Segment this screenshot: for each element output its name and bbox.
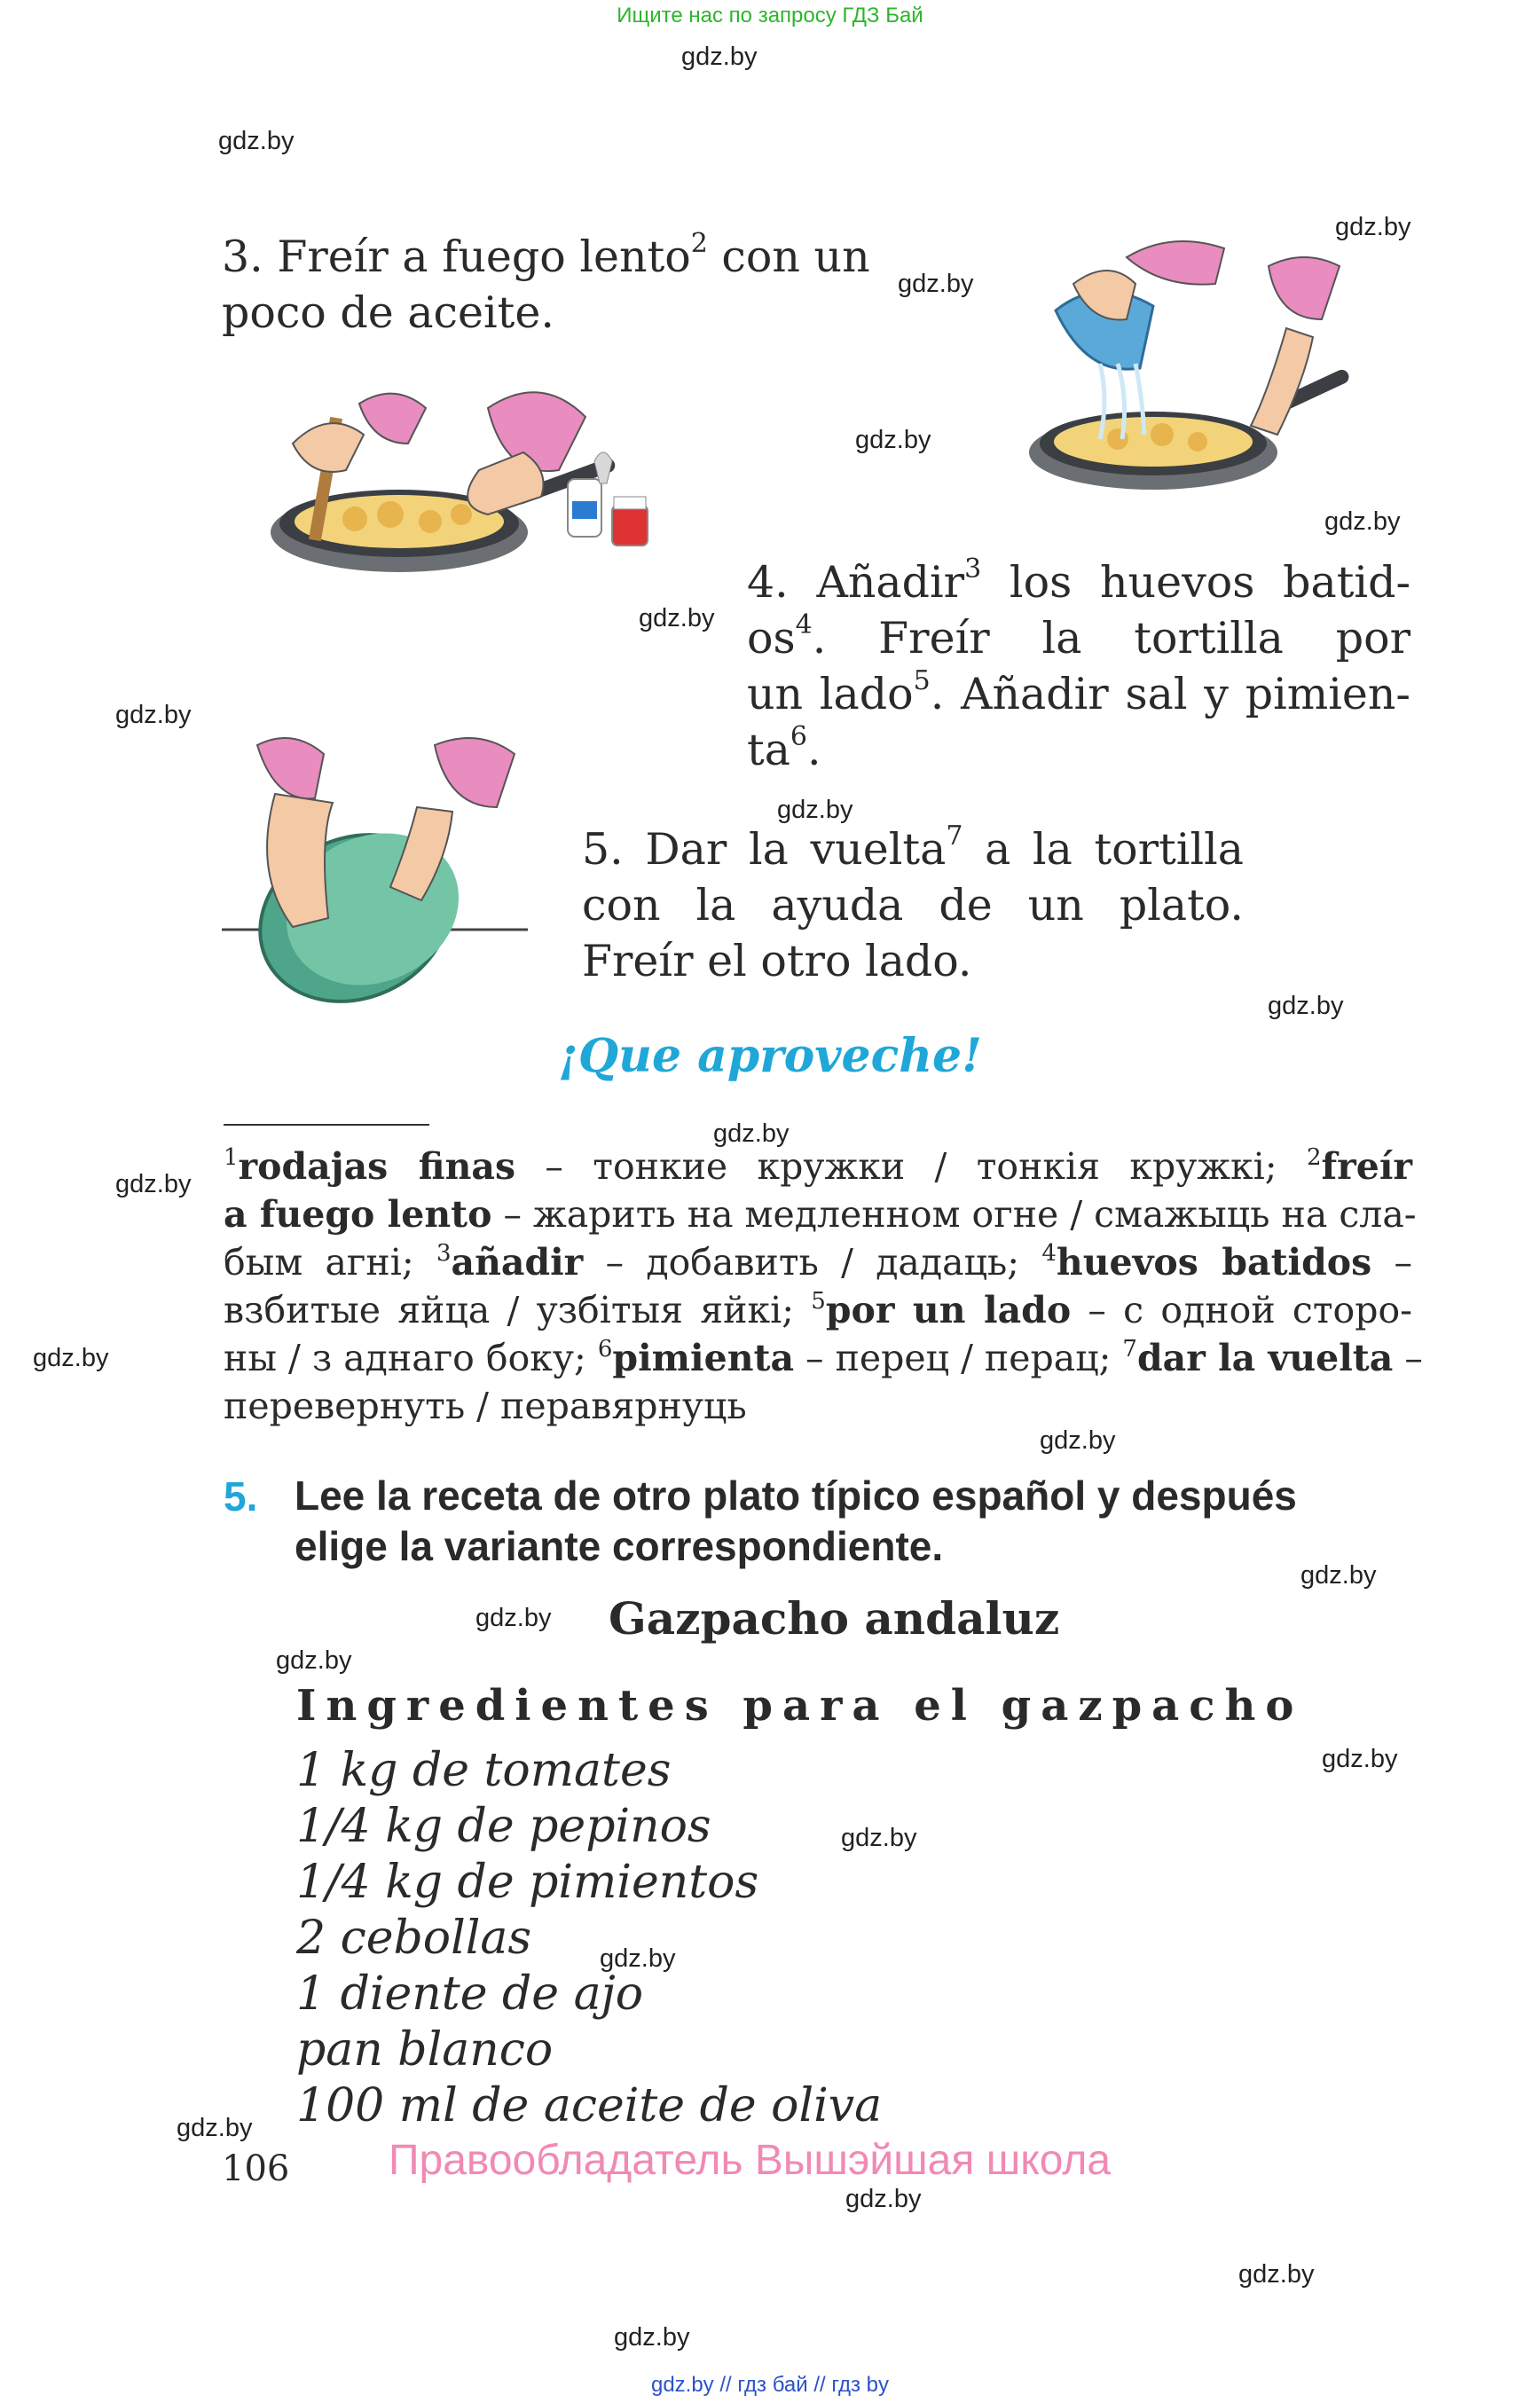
task-number: 5. bbox=[224, 1473, 258, 1520]
ingredients-list bbox=[296, 1743, 882, 2134]
watermark: gdz.by bbox=[1324, 507, 1401, 536]
step-3: 3. Freír a fuego lento$^2$ con un poco de aceite. bbox=[222, 228, 870, 338]
watermark: gdz.by bbox=[777, 796, 853, 824]
step-5: 5. Dar la vuelta$^7$ a la tortilla con la ayuda de un plato. Freír el otro lado. bbox=[582, 821, 1244, 986]
watermark: gdz.by bbox=[1238, 2260, 1315, 2289]
list-item: pan blanco bbox=[296, 2023, 554, 2077]
watermark: gdz.by bbox=[1322, 1745, 1398, 1773]
stirring-pan-illustration bbox=[257, 381, 701, 603]
watermark: gdz.by bbox=[276, 1646, 352, 1675]
watermark: gdz.by bbox=[600, 1944, 676, 1973]
watermark: gdz.by bbox=[841, 1824, 917, 1852]
list-item: 1 diente de ajo bbox=[296, 1967, 644, 2021]
watermark: gdz.by bbox=[898, 270, 974, 298]
watermark: gdz.by bbox=[475, 1604, 552, 1632]
watermark: gdz.by bbox=[115, 1170, 192, 1198]
list-item: 1/4 kg de pepinos bbox=[296, 1800, 711, 1853]
motto: ¡Que aproveche! bbox=[558, 1029, 982, 1083]
watermark: gdz.by bbox=[681, 43, 758, 71]
watermark: gdz.by bbox=[614, 2323, 690, 2352]
flipping-tortilla-illustration bbox=[222, 727, 541, 1002]
list-item: 100 ml de aceite de oliva bbox=[296, 2079, 883, 2132]
footer-links[interactable]: gdz.by // гдз бай // гдз by bbox=[650, 2373, 890, 2397]
recipe-title: Gazpacho andaluz bbox=[609, 1592, 1060, 1645]
footnotes: $^1$rodajas finas – тонкие кружки / тонкія кружкі; $^2$freír a fuego lento – жарить на медленном огне / смажыць на сла- бым агні; $^3$añadir – добавить / дадаць; $^4$huevos batidos – взбитые яйца / узбітыя яйкі; $^5$por un lado – с одной сторо- ны / з аднаго боку; $^6$pimienta – перец / перац; $^7$dar la vuelta – перевернуть / перавярнуць bbox=[224, 1144, 1423, 1427]
watermark: gdz.by bbox=[1268, 992, 1344, 1020]
footnote-divider bbox=[224, 1124, 429, 1126]
watermark: gdz.by bbox=[115, 701, 192, 729]
list-item: 2 cebollas bbox=[296, 1912, 532, 1965]
task-instruction: Lee la receta de otro plato típico español y después elige la variante correspondiente. bbox=[295, 1472, 1297, 1569]
watermark: gdz.by bbox=[1040, 1426, 1116, 1455]
list-item: 1/4 kg de pimientos bbox=[296, 1856, 759, 1909]
pouring-eggs-illustration bbox=[994, 231, 1366, 514]
page-number: 106 bbox=[222, 2148, 290, 2189]
watermark: gdz.by bbox=[1300, 1561, 1377, 1590]
watermark: gdz.by bbox=[855, 426, 931, 454]
step-4: 4. Añadir$^3$ los huevos batid- $os^4$. Freír la tortilla por un lado$^5$. Añadir sal y pimien- $ta^6$. bbox=[747, 554, 1411, 775]
watermark: gdz.by bbox=[177, 2114, 253, 2142]
list-item: 1 kg de tomates bbox=[296, 1744, 672, 1797]
watermark: gdz.by bbox=[33, 1344, 109, 1372]
ingredients-heading: Ingredientes para el gazpacho bbox=[296, 1681, 1304, 1731]
watermark: gdz.by bbox=[713, 1119, 790, 1148]
watermark: gdz.by bbox=[639, 604, 715, 632]
watermark: gdz.by bbox=[1335, 213, 1411, 241]
watermark: gdz.by bbox=[218, 127, 295, 155]
search-hint: Ищите нас по запросу ГДЗ Бай bbox=[617, 4, 923, 27]
copyright-holder: Правообладатель Вышэйшая школа bbox=[389, 2137, 1112, 2184]
watermark: gdz.by bbox=[845, 2185, 922, 2213]
